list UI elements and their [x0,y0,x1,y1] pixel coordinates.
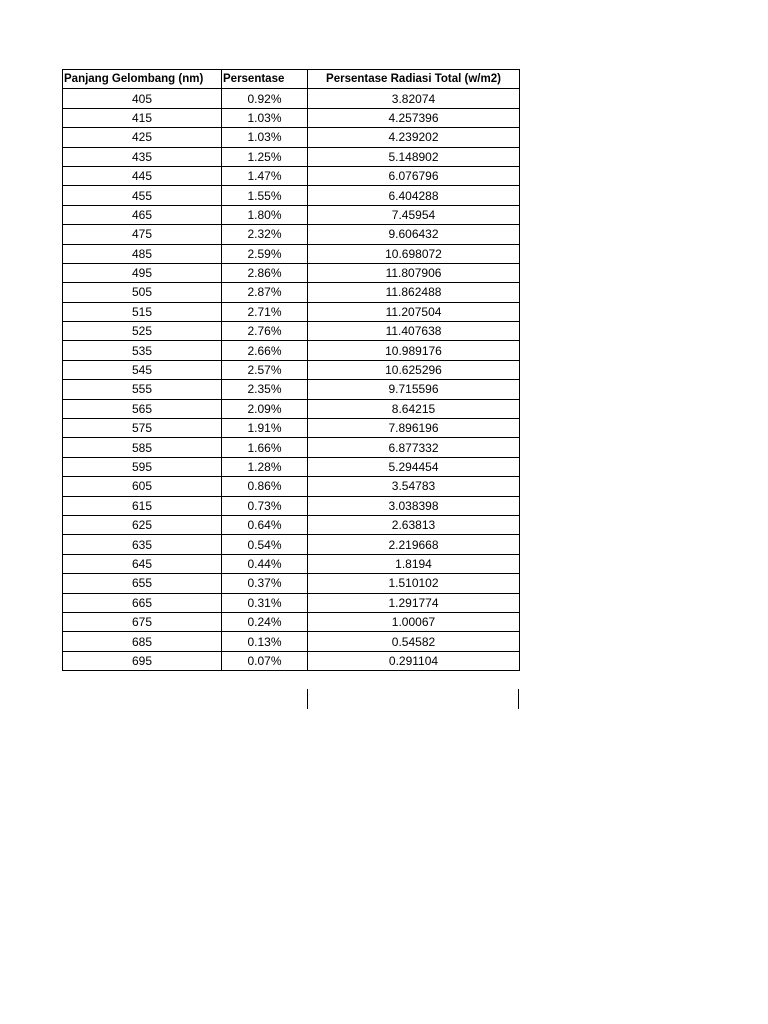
cell-percentage: 2.09% [222,399,308,418]
table-row [63,186,520,205]
cell-wavelength: 475 [63,225,222,244]
cell-wavelength: 565 [63,399,222,418]
table-row [63,574,520,593]
cell-percentage: 0.92% [222,89,308,108]
cell-total-radiation: 1.8194 [308,554,520,573]
cell-wavelength: 655 [63,574,222,593]
table-row [63,438,520,457]
cell-total-radiation: 7.896196 [308,419,520,438]
table-body [63,89,520,671]
cell-total-radiation: 6.076796 [308,166,520,185]
cell-percentage: 0.73% [222,496,308,515]
cell-percentage: 2.32% [222,225,308,244]
cell-total-radiation: 2.63813 [308,515,520,534]
cell-percentage: 2.59% [222,244,308,263]
cell-border-fragment [307,689,308,709]
table-row [63,283,520,302]
cell-total-radiation: 11.207504 [308,302,520,321]
cell-total-radiation: 5.148902 [308,147,520,166]
cell-total-radiation: 3.038398 [308,496,520,515]
cell-wavelength: 435 [63,147,222,166]
cell-wavelength: 695 [63,651,222,670]
cell-percentage: 1.66% [222,438,308,457]
table-row [63,399,520,418]
table-header [63,70,520,89]
cell-percentage: 2.86% [222,263,308,282]
cell-percentage: 0.24% [222,612,308,631]
cell-percentage: 0.13% [222,632,308,651]
cell-total-radiation: 4.257396 [308,108,520,127]
cell-total-radiation: 1.291774 [308,593,520,612]
cell-percentage: 2.76% [222,322,308,341]
cell-percentage: 0.37% [222,574,308,593]
cell-total-radiation: 2.219668 [308,535,520,554]
cell-wavelength: 405 [63,89,222,108]
cell-total-radiation: 9.606432 [308,225,520,244]
table-row [63,147,520,166]
cell-wavelength: 685 [63,632,222,651]
cell-wavelength: 465 [63,205,222,224]
cell-percentage: 0.07% [222,651,308,670]
cell-wavelength: 485 [63,244,222,263]
cell-percentage: 0.31% [222,593,308,612]
cell-total-radiation: 0.54582 [308,632,520,651]
cell-total-radiation: 1.00067 [308,612,520,631]
cell-total-radiation: 11.407638 [308,322,520,341]
cell-total-radiation: 7.45954 [308,205,520,224]
cell-wavelength: 525 [63,322,222,341]
cell-total-radiation: 6.877332 [308,438,520,457]
cell-wavelength: 415 [63,108,222,127]
cell-wavelength: 495 [63,263,222,282]
cell-total-radiation: 3.82074 [308,89,520,108]
cell-total-radiation: 11.807906 [308,263,520,282]
table-row [63,457,520,476]
header-row [63,70,520,89]
cell-percentage: 2.87% [222,283,308,302]
cell-wavelength: 635 [63,535,222,554]
cell-total-radiation: 11.862488 [308,283,520,302]
table-row [63,419,520,438]
header-percentage: Persentase [222,70,308,89]
cell-percentage: 0.86% [222,477,308,496]
table-row [63,360,520,379]
data-table [62,69,520,671]
cell-wavelength: 505 [63,283,222,302]
table-row [63,515,520,534]
cell-percentage: 2.35% [222,380,308,399]
cell-percentage: 2.66% [222,341,308,360]
cell-wavelength: 575 [63,419,222,438]
cell-total-radiation: 10.989176 [308,341,520,360]
cell-percentage: 1.25% [222,147,308,166]
cell-total-radiation: 5.294454 [308,457,520,476]
cell-total-radiation: 4.239202 [308,128,520,147]
table-row [63,166,520,185]
cell-total-radiation: 10.698072 [308,244,520,263]
cell-wavelength: 675 [63,612,222,631]
cell-wavelength: 605 [63,477,222,496]
cell-wavelength: 645 [63,554,222,573]
cell-total-radiation: 1.510102 [308,574,520,593]
cell-wavelength: 545 [63,360,222,379]
cell-percentage: 1.55% [222,186,308,205]
table-row [63,632,520,651]
table-row [63,535,520,554]
table-row [63,89,520,108]
cell-wavelength: 665 [63,593,222,612]
cell-total-radiation: 8.64215 [308,399,520,418]
table-row [63,322,520,341]
cell-percentage: 1.47% [222,166,308,185]
table-row [63,554,520,573]
table-row [63,128,520,147]
table-row [63,380,520,399]
table-row [63,302,520,321]
cell-percentage: 1.03% [222,108,308,127]
cell-wavelength: 445 [63,166,222,185]
header-total-radiation: Persentase Radiasi Total (w/m2) [308,70,520,89]
cell-percentage: 0.64% [222,515,308,534]
cell-wavelength: 425 [63,128,222,147]
table-row [63,593,520,612]
cell-border-fragment [518,689,519,709]
cell-total-radiation: 0.291104 [308,651,520,670]
cell-total-radiation: 10.625296 [308,360,520,379]
cell-percentage: 2.71% [222,302,308,321]
table-row [63,341,520,360]
cell-percentage: 0.44% [222,554,308,573]
cell-wavelength: 615 [63,496,222,515]
table-row [63,108,520,127]
cell-total-radiation: 9.715596 [308,380,520,399]
table-row [63,651,520,670]
table-row [63,496,520,515]
table-row [63,477,520,496]
header-wavelength: Panjang Gelombang (nm) [63,70,222,89]
cell-total-radiation: 3.54783 [308,477,520,496]
cell-percentage: 2.57% [222,360,308,379]
table-row [63,205,520,224]
table-row [63,263,520,282]
cell-percentage: 1.28% [222,457,308,476]
table-row [63,225,520,244]
cell-wavelength: 595 [63,457,222,476]
cell-wavelength: 585 [63,438,222,457]
cell-percentage: 1.80% [222,205,308,224]
cell-percentage: 1.03% [222,128,308,147]
cell-wavelength: 555 [63,380,222,399]
table-row [63,612,520,631]
cell-percentage: 1.91% [222,419,308,438]
cell-total-radiation: 6.404288 [308,186,520,205]
cell-wavelength: 455 [63,186,222,205]
cell-wavelength: 515 [63,302,222,321]
table-row [63,244,520,263]
cell-percentage: 0.54% [222,535,308,554]
cell-wavelength: 625 [63,515,222,534]
cell-wavelength: 535 [63,341,222,360]
